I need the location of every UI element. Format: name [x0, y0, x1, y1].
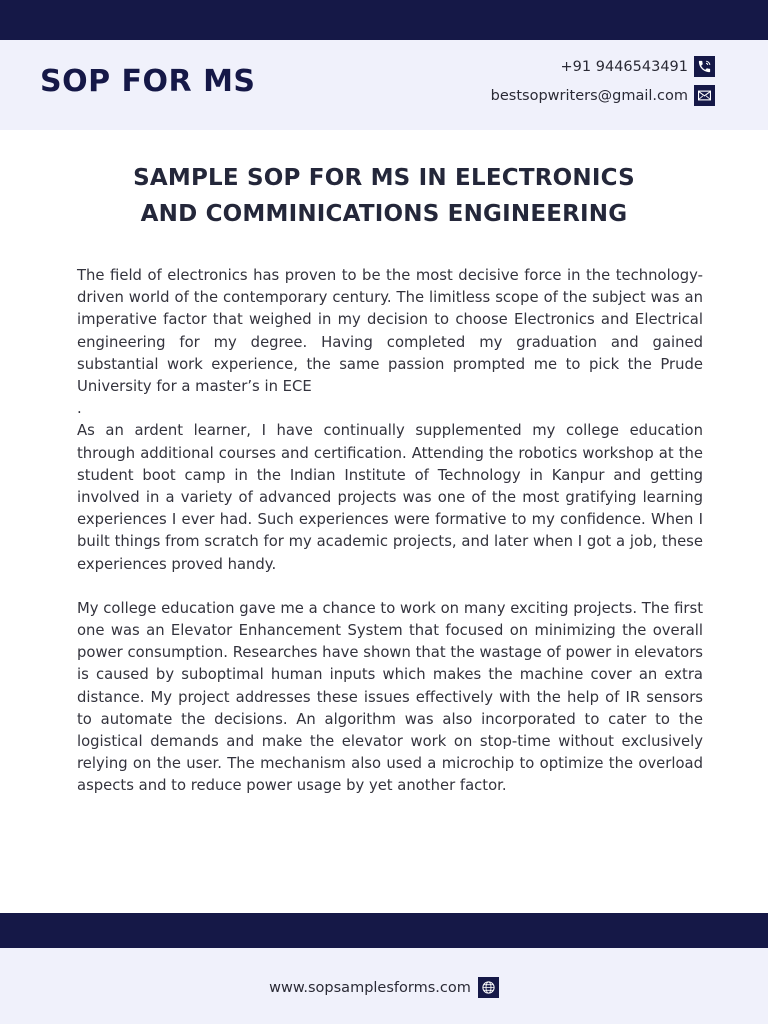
bottom-bar — [0, 913, 768, 948]
phone-icon — [694, 56, 715, 77]
email-address[interactable]: bestsopwriters@gmail.com — [490, 87, 688, 104]
document-body — [77, 265, 703, 798]
paragraph-projects: My college education gave me a chance to work on many exciting projects. The first one was an Elevator Enhancement System that focused on minimizing the overall power consumption. Researches have shown that the wastage of power in elevators is caused by suboptimal human inputs which makes the machine cover an extra distance. My project addresses these issues effectively with the help of IR sensors to automate the decisions. An algorithm was also incorporated to cater to the logistical demands and make the elevator work on stop-time without exclusively relying on the user. The mechanism also used a microchip to optimize the overload aspects and to reduce power usage by yet another factor. — [77, 599, 703, 795]
paragraph-learning: As an ardent learner, I have continually supplemented my college education through additional courses and certification. Attending the robotics workshop at the student boot camp in the Indian Institute of Technology in Kanpur and getting involved in a variety of advanced projects was one of the most gratifying learning experiences I ever had. Such experiences were formative to my confidence. When I built things from scratch for my academic projects, and later when I got a job, these experiences proved handy. — [77, 422, 703, 573]
brand-title: SOP FOR MS — [40, 64, 256, 99]
globe-icon — [478, 977, 499, 998]
top-bar — [0, 0, 768, 40]
phone-contact — [561, 56, 715, 77]
footer — [0, 948, 768, 1024]
paragraph-intro: The field of electronics has proven to be the most decisive force in the technology-driven world of the contemporary century. The limitless scope of the subject was an imperative factor that weighed in my decision to choose Electronics and Electrical engineering for my degree. Having completed my graduation and gained substantial work experience, the same passion prompted me to pick the Prude University for a master’s in ECE — [77, 267, 703, 396]
document-title: SAMPLE SOP FOR MS IN ELECTRONICS AND COMMINICATIONS ENGINEERING — [133, 165, 635, 227]
header — [0, 40, 768, 130]
envelope-icon — [694, 85, 715, 106]
email-contact — [491, 85, 715, 106]
website-link[interactable]: www.sopsamplesforms.com — [269, 979, 471, 996]
phone-number[interactable]: +91 9446543491 — [560, 58, 688, 75]
paragraph-separator: . — [77, 400, 82, 418]
website-contact — [0, 977, 768, 998]
